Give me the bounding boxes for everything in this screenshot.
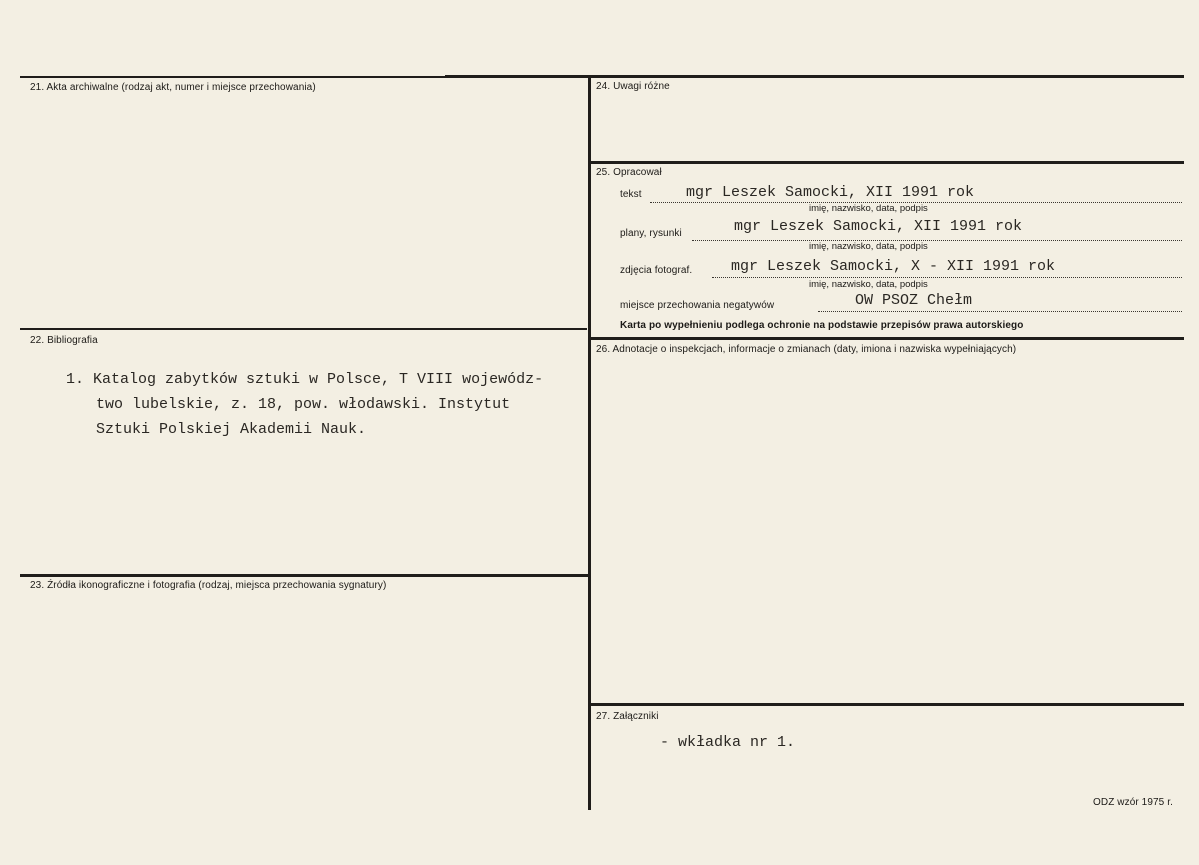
plany-hint: imię, nazwisko, data, podpis xyxy=(809,241,928,252)
plany-dotted-line xyxy=(692,240,1182,241)
rule-vertical xyxy=(588,76,591,810)
rule-top-right xyxy=(590,75,1184,78)
rule-23 xyxy=(20,574,590,577)
rule-26 xyxy=(590,337,1184,340)
section-26-label: 26. Adnotacje o inspekcjach, informacje o zmianach (daty, imiona i nazwiska wypełniających) xyxy=(596,344,1017,355)
rule-27 xyxy=(590,703,1184,706)
copyright-notice: Karta po wypełnieniu podlega ochronie na podstawie przepisów prawa autorskiego xyxy=(620,320,1024,331)
plany-label: plany, rysunki xyxy=(620,228,682,239)
bibliography-line-1: 1. Katalog zabytków sztuki w Polsce, T VIII wojewódz- xyxy=(66,371,544,388)
negatywy-label: miejsce przechowania negatywów xyxy=(620,300,775,311)
negatywy-value: OW PSOZ Chełm xyxy=(855,292,973,309)
section-24-label: 24. Uwagi różne xyxy=(596,81,670,92)
zdjecia-label: zdjęcia fotograf. xyxy=(620,265,693,276)
section-21-label: 21. Akta archiwalne (rodzaj akt, numer i miejsce przechowania) xyxy=(30,82,316,93)
section-27-label: 27. Załączniki xyxy=(596,711,659,722)
tekst-value: mgr Leszek Samocki, XII 1991 rok xyxy=(686,184,975,201)
section-25-label: 25. Opracował xyxy=(596,167,662,178)
section-22-label: 22. Bibliografia xyxy=(30,335,98,346)
rule-22 xyxy=(20,328,587,330)
zdjecia-value: mgr Leszek Samocki, X - XII 1991 rok xyxy=(731,258,1056,275)
rule-top-left xyxy=(20,76,445,78)
plany-value: mgr Leszek Samocki, XII 1991 rok xyxy=(734,218,1023,235)
form-footer: ODZ wzór 1975 r. xyxy=(1093,797,1173,808)
section-23-label: 23. Źródła ikonograficzne i fotografia (rodzaj, miejsca przechowania sygnatury) xyxy=(30,580,387,591)
negatywy-dotted-line xyxy=(818,311,1182,312)
zdjecia-dotted-line xyxy=(712,277,1182,278)
tekst-label: tekst xyxy=(620,189,642,200)
bibliography-line-3: Sztuki Polskiej Akademii Nauk. xyxy=(96,421,367,438)
zdjecia-hint: imię, nazwisko, data, podpis xyxy=(809,279,928,290)
rule-top-mid xyxy=(445,75,590,78)
rule-25 xyxy=(590,161,1184,164)
tekst-hint: imię, nazwisko, data, podpis xyxy=(809,203,928,214)
attachments-value: - wkładka nr 1. xyxy=(660,734,796,751)
bibliography-line-2: two lubelskie, z. 18, pow. włodawski. Instytut xyxy=(96,396,511,413)
